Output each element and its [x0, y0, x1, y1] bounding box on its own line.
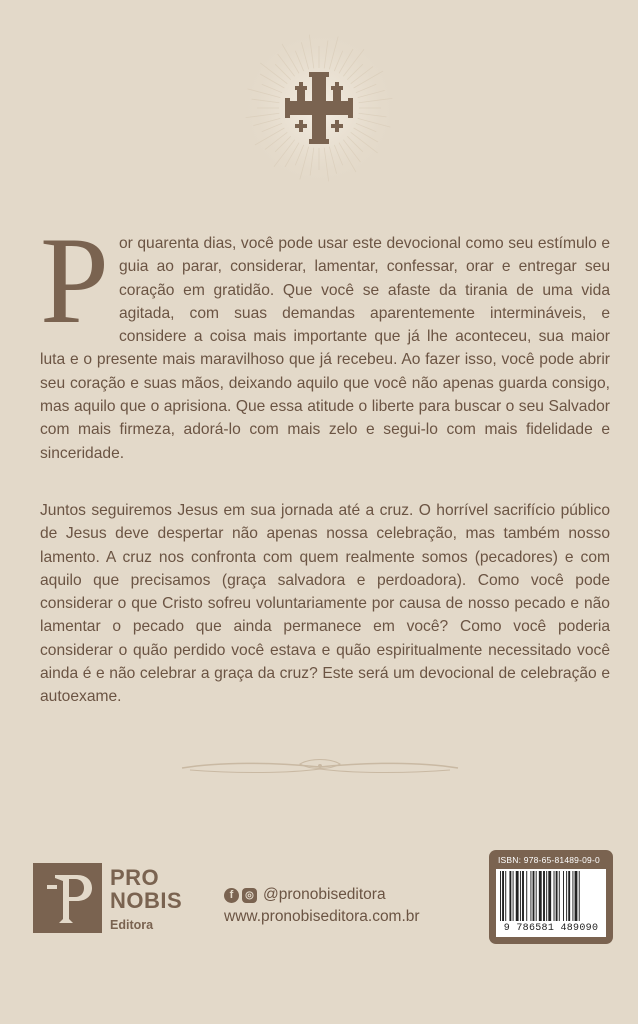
- drop-cap: P: [40, 212, 109, 349]
- isbn-label: ISBN: 978-65-81489-09-0: [498, 855, 600, 865]
- publisher-logo-mark: [33, 863, 102, 933]
- decorative-divider: [180, 752, 460, 782]
- jerusalem-cross-icon: [239, 28, 399, 188]
- paragraph-1-text: or quarenta dias, você pode usar este devocional como seu estímulo e guia ao parar, considerar, lamentar, confessar, orar e entregar seu coração em gratidão. Que você se afaste da tirania de uma vida agitada, com suas demandas aparentemente intermináveis, e considere a coisa mais importante que já lhe aconteceu, sua maior luta e o presente mais maravilhoso que já recebeu. Ao fazer isso, você pode abrir seu coração e suas mãos, deixando aquilo que você não apenas guarda consigo, mas aquilo que o aprisiona. Que essa atitude o liberte para buscar o seu Salvador com mais firmeza, adorá-lo com mais zelo e segui-lo com mais fidelidade e sinceridade.: [40, 235, 610, 462]
- facebook-icon[interactable]: f: [224, 888, 239, 903]
- synopsis-paragraph-1: [40, 212, 610, 465]
- instagram-icon[interactable]: ◎: [242, 888, 257, 903]
- paragraph-2-text: Juntos seguiremos Jesus em sua jornada até a cruz. O horrível sacrifício público de Jesus deve despertar não apenas nossa celebração, mas também nosso lamento. A cruz nos confronta com quem realmente somos (pecadores) e com aquilo que precisamos (graça salvadora e perdoadora). Como você pode considerar o que Cristo sofreu voluntariamente por causa de nosso pecado e não lamentar o pecado que ainda permanece em você? Como você poderia considerar o quão perdido você estava e quão espiritualmente necessitado você ainda é e não celebrar a graça da cruz? Este será um devocional de celebração e autoexame.: [40, 502, 610, 706]
- website-link[interactable]: www.pronobiseditora.com.br: [224, 908, 420, 925]
- publisher-subtitle: Editora: [110, 918, 154, 932]
- synopsis-paragraph-2: [40, 499, 610, 709]
- publisher-logo: [33, 863, 193, 935]
- publisher-contacts: [224, 884, 420, 926]
- pronobis-monogram-icon: [33, 863, 102, 933]
- isbn-barcode: [489, 850, 613, 944]
- publisher-name-line-2: NOBIS: [110, 888, 183, 913]
- publisher-name-line-1: PRO: [110, 865, 160, 890]
- barcode-digits: 9 786581 489090: [503, 923, 599, 934]
- jerusalem-cross-emblem: [239, 28, 399, 188]
- barcode-bars: [500, 871, 602, 923]
- social-handle[interactable]: @pronobiseditora: [263, 886, 386, 903]
